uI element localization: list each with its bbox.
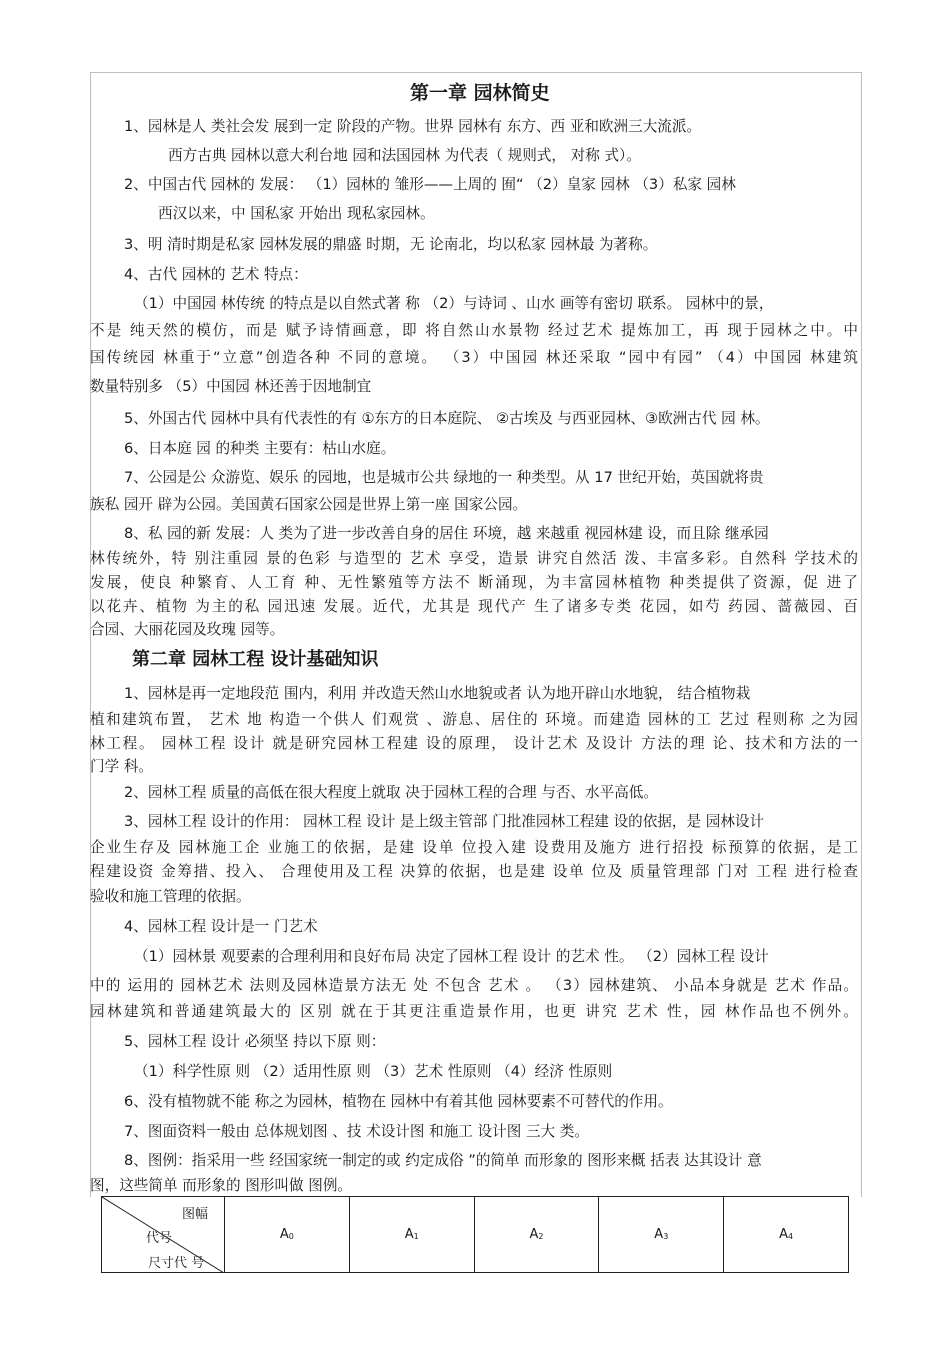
size-cell-a3: [599, 1197, 724, 1273]
chapter1-line-5: 3、明 清时期是私家 园林发展的鼎盛 时期，无 论南北，均以私家 园林最 为著称。: [124, 236, 658, 253]
chapter2-line-1: 1、园林是再一定地段范 围内，利用 并改造天然山水地貌或者 认为地开辟山水地貌， 结合植物栽: [124, 685, 751, 702]
chapter2-line-18: 8、图例：指采用一些 经国家统一制定的或 约定成俗 ”的简单 而形象的 图形来概 括表 达其设计 意: [124, 1152, 762, 1169]
size-cell-a2: [474, 1197, 599, 1273]
chapter2-line-11: （1）园林景 观要素的合理利用和良好布局 决定了园林工程 设计 的艺术 性。 （2）园林工程 设计: [134, 948, 769, 965]
chapter2-line-12: 中的 运用的 园林艺术 法则及园林造景方法无 处 不包含 艺术 。 （3）园林建筑、 小品本身就是 艺术 作品。: [90, 977, 858, 994]
chapter1-line-9: 国传统园 林重于“立意”创造各种 不同的意境。 （3）中国园 林还采取 “园中有园” （4）中国园 林建筑: [90, 349, 858, 366]
header-label-top: 图幅: [182, 1207, 209, 1222]
size-code-a2: $A_2$: [529, 1227, 544, 1242]
chapter2-line-16: 6、没有植物就不能 称之为园林，植物在 园林中有着其他 园林要素不可替代的作用。: [124, 1093, 673, 1110]
chapter1-line-2: 西方古典 园林以意大利台地 园和法国园林 为代表（ 规则式， 对称 式）。: [168, 147, 641, 164]
chapter2-line-5: 2、园林工程 质量的高低在很大程度上就取 决于园林工程的合理 与否、水平高低。: [124, 784, 658, 801]
size-code-a3: $A_3$: [654, 1227, 669, 1242]
chapter1-line-14: 族私 园开 辟为公园。美国黄石国家公园是世界上第一座 国家公园。: [90, 496, 528, 513]
chapter1-line-3: 2、中国古代 园林的 发展： （1）园林的 雏形——上周的 囿“ （2）皇家 园林 （3）私家 园林: [124, 176, 736, 193]
header-label-bottom: 尺寸代 号: [148, 1256, 205, 1271]
chapter1-line-7: （1）中国园 林传统 的特点是以自然式著 称 （2）与诗词 、山水 画等有密切 联系。 园林中的景，: [134, 295, 774, 312]
chapter1-line-15: 8、私 园的新 发展：人 类为了进一步改善自身的居住 环境，越 来越重 视园林建 设，而且除 继承园: [124, 525, 769, 542]
chapter1-line-1: 1、园林是人 类社会发 展到一定 阶段的产物。世界 园林有 东方、西 亚和欧洲三大流派。: [124, 118, 702, 135]
chapter1-line-12: 6、日本庭 园 的种类 主要有：枯山水庭。: [124, 440, 396, 457]
chapter2-line-4: 门学 科。: [90, 758, 154, 775]
chapter1-line-4: 西汉以来，中 国私家 开始出 现私家园林。: [158, 205, 435, 222]
chapter1-line-13: 7、公园是公 众游览、娱乐 的园地，也是城市公共 绿地的一 种类型。从 17 世纪开始，英国就将贵: [124, 469, 764, 486]
chapter2-line-13: 园林建筑和普通建筑最大的 区别 就在于其更注重造景作用，也更 讲究 艺术 性，园 林作品也不例外。: [90, 1003, 858, 1020]
size-code-a4: $A_4$: [779, 1227, 794, 1242]
chapter2-line-7: 企业生存及 园林施工企 业施工的依据，是建 设单 位投入建 设费用及施方 进行招投 标预算的依据，是工: [90, 839, 858, 856]
table-header-diagonal-cell: [102, 1197, 225, 1273]
chapter1-line-19: 合园、大丽花园及玫瑰 园等。: [90, 621, 285, 638]
chapter2-line-19: 图，这些简单 而形象的 图形叫做 图例。: [90, 1177, 353, 1194]
chapter1-line-17: 发展，使良 种繁育、人工育 种、无性繁殖等方法不 断涌现，为丰富园林植物 种类提供了资源，促 进了: [90, 574, 858, 591]
chapter2-title: 第二章 园林工程 设计基础知识: [132, 649, 379, 670]
chapter2-line-9: 验收和施工管理的依据。: [90, 888, 251, 905]
chapter1-title: 第一章 园林简史: [410, 82, 550, 104]
drawing-size-table: [101, 1196, 849, 1273]
size-cell-a1: [349, 1197, 474, 1273]
chapter1-line-11: 5、外国古代 园林中具有代表性的有 ①东方的日本庭院、 ②古埃及 与西亚园林、③欧洲古代 园 林。: [124, 410, 770, 427]
chapter2-line-14: 5、园林工程 设计 必须坚 持以下原 则：: [124, 1033, 386, 1050]
chapter2-line-3: 林工程。 园林工程 设计 就是研究园林工程建 设的原理， 设计艺术 及设计 方法的理 论、技术和方法的一: [90, 735, 858, 752]
size-cell-a0: [225, 1197, 350, 1273]
chapter1-line-8: 不是 纯天然的模仿，而是 赋予诗情画意，即 将自然山水景物 经过艺术 提炼加工，再 现于园林之中。中: [90, 322, 858, 339]
chapter1-line-6: 4、古代 园林的 艺术 特点：: [124, 266, 308, 283]
chapter2-line-15: （1）科学性原 则 （2）适用性原 则 （3）艺术 性原则 （4）经济 性原则: [134, 1063, 613, 1080]
chapter2-line-17: 7、图面资料一般由 总体规划图 、技 术设计图 和施工 设计图 三大 类。: [124, 1123, 589, 1140]
chapter2-line-10: 4、园林工程 设计是一 门艺术: [124, 918, 318, 935]
chapter1-line-18: 以花卉、植物 为主的私 园迅速 发展。近代，尤其是 现代产 生了诸多专类 花园，如芍 药园、蔷薇园、百: [90, 598, 858, 615]
size-code-a0: $A_0$: [279, 1227, 294, 1242]
header-label-mid: 代号: [146, 1231, 173, 1246]
size-cell-a4: [724, 1197, 849, 1273]
chapter1-line-10: 数量特别多 （5）中国园 林还善于因地制宜: [90, 378, 372, 395]
size-code-a1: $A_1$: [404, 1227, 419, 1242]
chapter1-line-16: 林传统外，特 别注重园 景的色彩 与造型的 艺术 享受，造景 讲究自然活 泼、丰富多彩。自然科 学技术的: [90, 550, 858, 567]
chapter2-line-8: 程建设资 金筹措、投入、 合理使用及工程 决算的依据，也是建 设单 位及 质量管理部 门对 工程 进行检查: [90, 863, 858, 880]
chapter2-line-6: 3、园林工程 设计的作用： 园林工程 设计 是上级主管部 门批准园林工程建 设的依据，是 园林设计: [124, 813, 765, 830]
chapter2-line-2: 植和建筑布置， 艺术 地 构造一个供人 们观赏 、游息、居住的 环境。而建造 园林的工 艺过 程则称 之为园: [90, 711, 858, 728]
